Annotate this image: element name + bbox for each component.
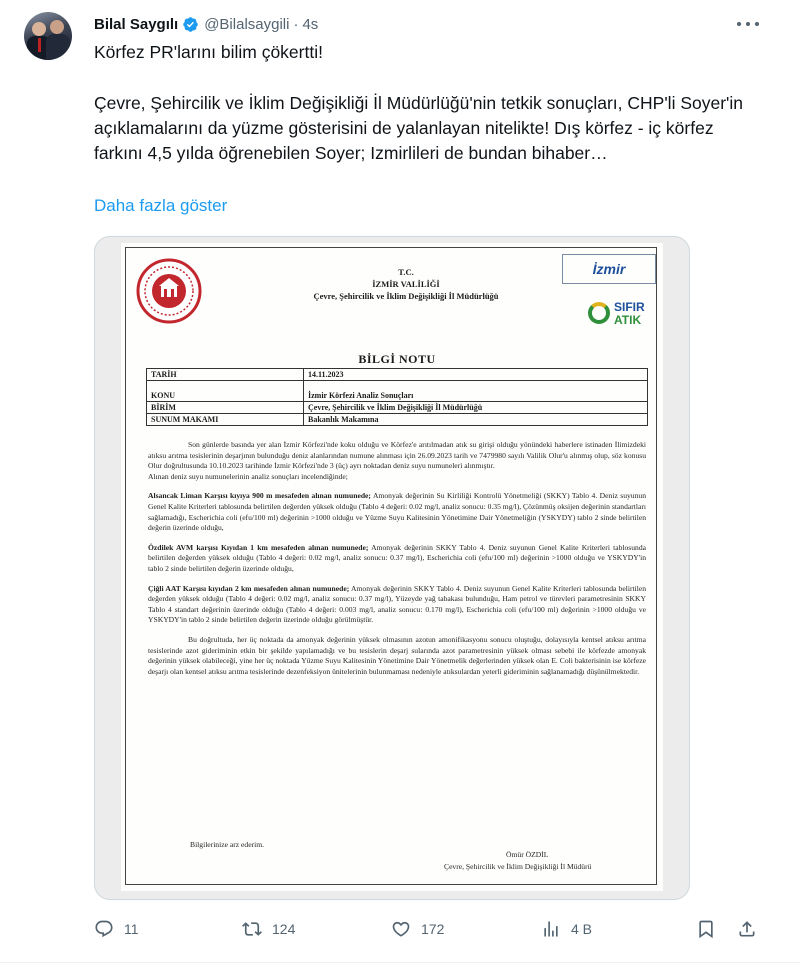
meta-value: 14.11.2023 — [304, 369, 648, 381]
document-frame — [125, 247, 657, 885]
repost-button[interactable] — [242, 914, 295, 944]
sifir-atik-ring-icon — [588, 302, 610, 324]
document-body — [148, 440, 646, 686]
tweet-actions — [94, 914, 760, 944]
tweet-header — [94, 14, 318, 34]
document-header — [256, 266, 556, 302]
reply-button[interactable] — [94, 914, 139, 944]
meta-row — [147, 414, 648, 426]
meta-value: Bakanlık Makamına — [304, 414, 648, 426]
more-dot — [737, 22, 741, 26]
tweet-line-1: Körfez PR'larını bilim çökertti! — [94, 42, 323, 62]
like-count: 172 — [421, 921, 445, 937]
meta-key: TARİH — [147, 369, 304, 381]
avatar-person-left — [32, 22, 46, 36]
atik-label: ATIK — [614, 313, 642, 327]
closing-line: Bilgilerinize arz ederim. — [190, 840, 265, 849]
share-button[interactable] — [737, 914, 767, 944]
bookmark-icon — [696, 919, 716, 939]
more-options-icon[interactable] — [736, 13, 760, 33]
document-meta-table — [146, 368, 648, 426]
divider — [0, 962, 800, 963]
author-name[interactable]: Bilal Saygılı — [94, 15, 179, 33]
document-page — [121, 243, 663, 891]
share-icon — [737, 919, 757, 939]
meta-key: SUNUM MAKAMI — [147, 414, 304, 426]
avatar-body-right — [46, 34, 70, 60]
tweet-time[interactable]: 4s — [302, 15, 319, 33]
avatar[interactable] — [24, 12, 72, 60]
avatar-tie — [38, 38, 41, 52]
paragraph-ozdilek: Özdilek AVM karşısı Kıyıdan 1 km mesafeden alınan numunede; Amonyak değerinin SKKY Tablo 4. Deniz suyunun Genel Kalite Kriterleri tablosunda belirtilen değerden yüksek olduğu (Tablo 4 değeri: 0.02 mg/l, analiz sonucu: 0.37 mg/l), Escherichia coli (efu/100 ml) değerinin >1000 olduğu ve YSKYDY'in tablo 2 sinde belirtilen değerin üzerinde olduğu, — [148, 542, 646, 573]
governorship-seal-icon — [136, 258, 202, 324]
more-dot — [755, 22, 759, 26]
sifir-label: SIFIR — [614, 300, 645, 314]
meta-row — [147, 381, 648, 402]
paragraph-cigli: Çiğli AAT Karşısı kıyıdan 2 km mesafeden alınan numunede; Amonyak değerinin SKKY Tablo 4. Deniz suyunun Genel Kalite Kriterleri tablosunda belirtilen değerden yüksek olduğu (Tablo 4 değeri: 0.02 mg/l, analiz sonucu: 0.37 mg/l), Yüzeyde yağ tabakası bulunduğu, Ham petrol ve türevleri parametresinin SKKY Tablo 4 standart değerinin üzerinde olduğu (Tablo 4 değeri: 0.003 mg/l, analiz sonucu: 0.170 mg/l), Escherichia coli (efu/100 ml) değerinin >1000 olduğu ve YSKYDY'in tablo 2 sinde belirtilen değerin üzerinde olduğu görülmüştür. — [148, 583, 646, 625]
heart-icon — [391, 919, 411, 939]
sifir-atik-logo — [588, 300, 668, 332]
signer-name: Ömür ÖZDİL — [506, 850, 549, 859]
like-button[interactable] — [391, 914, 444, 944]
views-icon — [541, 919, 561, 939]
more-dot — [746, 22, 750, 26]
bookmark-button[interactable] — [696, 914, 726, 944]
meta-value: İzmir Körfezi Analiz Sonuçları — [304, 381, 648, 402]
verified-badge-icon — [182, 16, 199, 33]
meta-row — [147, 369, 648, 381]
paragraph-alsancak: Alsancak Liman Karşısı kıyıya 900 m mesafeden alınan numunede; Amonyak değerinin Su Kirliliği Kontrolü Yönetmeliği (SKKY) Tablo 4. Deniz suyunun Genel Kalite Kriterleri tablosunda belirtilen değerden yüksek olduğu (Tablo 4 değeri: 0.02 mg/l, analiz sonucu: 0.35 mg/l), Çözünmüş oksijen değerinin standartları sağlamadığı, Escherichia coli (efu/100 ml) değerinin >1000 olduğu ve Yüzme Suyu Kalitesinin Yönetimine Dair Yönetmeliğin (YSKYDY) tablo 2 sinde belirtilen değerin üzerinde olduğu, — [148, 491, 646, 533]
separator-dot: · — [293, 15, 299, 33]
document-title: BİLGİ NOTU — [358, 352, 436, 366]
meta-key: BİRİM — [147, 402, 304, 414]
reply-count: 11 — [124, 921, 139, 937]
tweet-image[interactable] — [94, 236, 690, 900]
meta-row — [147, 402, 648, 414]
views-button[interactable] — [541, 914, 592, 944]
reply-icon — [94, 919, 114, 939]
header-tc: T.C. — [398, 267, 414, 277]
repost-icon — [242, 919, 262, 939]
izmir-logo: İzmir — [562, 254, 656, 284]
repost-count: 124 — [272, 921, 296, 937]
header-valilik: İZMİR VALİLİĞİ — [372, 279, 440, 289]
header-mudurluk: Çevre, Şehircilik ve İklim Değişikliği İl Müdürlüğü — [313, 291, 499, 301]
meta-key: KONU — [147, 381, 304, 402]
avatar-person-right — [50, 20, 64, 34]
meta-value: Çevre, Şehircilik ve İklim Değişikliği İl Müdürlüğü — [304, 402, 648, 414]
tweet-text — [94, 40, 754, 166]
author-handle[interactable]: @Bilalsaygili — [204, 15, 290, 33]
paragraph-conclusion: Bu doğrultuda, her üç noktada da amonyak değerinin yüksek olmasının azotun amonifikasyonu sonucu oluştuğu, dolayısıyla kentsel atıksu arıtma tesislerinde azot gideriminin etkin bir şekilde yapılamadığı ve bu tesislerin deşarj sularında azot parametresinin yüksek olması sebebi ile körfezde amonyak değerinin yüksek olabileceği, yine her üç noktada Yüzme Suyu Kalitesinin Yönetimine Dair Yönetmelik değerlerinden yüksek olan E. Coli bakterisinin ise körfeze deşarjı olan kentsel atıksu arıtma tesislerinde dezenfeksiyon ünitelerinin bulunmaması nedeniyle atıksulardan yeterli gideriminin sağlanamadığı düşünülmektedir. — [148, 634, 646, 676]
signer-title: Çevre, Şehircilik ve İklim Değişikliği İl Müdürü — [444, 862, 592, 871]
views-count: 4 B — [571, 921, 593, 937]
paragraph-intro: Son günlerde basında yer alan İzmir Körfezi'nde koku olduğu ve Körfez'e arıtılmadan atık su girişi olduğu yönündeki haberlere istinaden İlimizdeki atıksu arıtma tesislerinin deşarjının bulunduğu deniz alanlarından numune alınması için 26.09.2023 tarih ve 7479980 sayılı Valilik Olur'u alınmış olup, söz konusu Olur doğrultusunda 10.10.2023 tarihinde İzmir Körfezi'nde 3 (üç) ayrı noktadan deniz suyu numuneleri alınmıştır. Alınan deniz suyu numunelerinin analiz sonuçları incelendiğinde; — [148, 440, 646, 481]
tweet-line-2: Çevre, Şehircilik ve İklim Değişikliği İl Müdürlüğü'nin tetkik sonuçları, CHP'li Soyer'in açıklamalarını da yüzme gösterisini de yalanlayan nitelikte! Dış körfez - iç körfez farkını 4,5 yılda öğrenebilen Soyer; Izmirlileri de bundan bihaber… — [94, 93, 743, 163]
show-more-link[interactable]: Daha fazla göster — [94, 196, 228, 215]
